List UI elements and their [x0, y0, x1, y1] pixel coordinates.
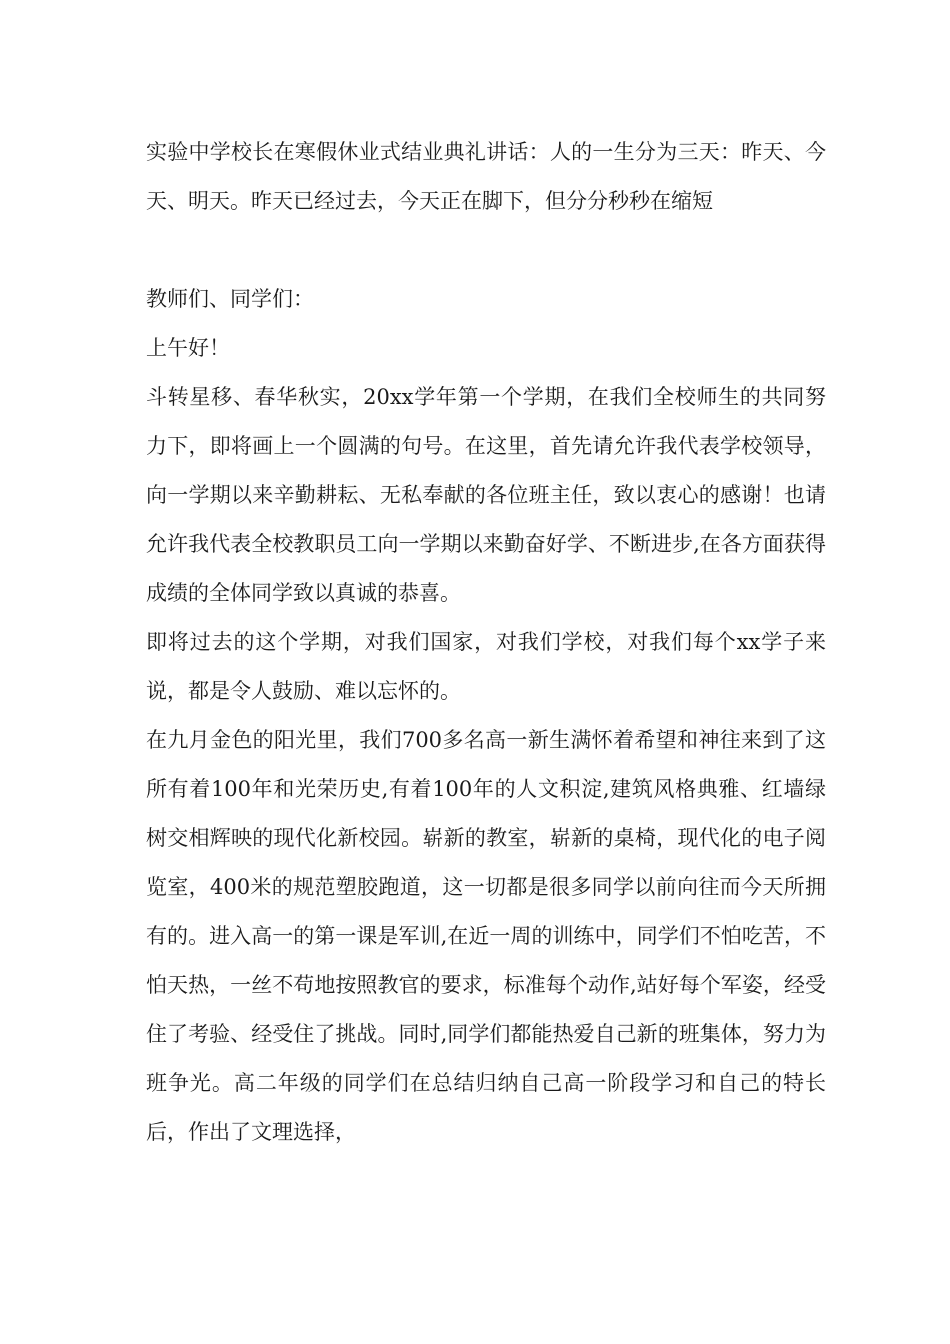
body-paragraph: 斗转星移、春华秋实，20xx学年第一个学期，在我们全校师生的共同努力下，即将画上一个圆满的句号。在这里，首先请允许我代表学校领导，向一学期以来辛勤耕耘、无私奉献的各位班主任，致以衷心的感谢！也请允许我代表全校教职员工向一学期以来勤奋好学、不断进步,在各方面获得成绩的全体同学致以真诚的恭喜。	[146, 385, 826, 605]
body-paragraph: 在九月金色的阳光里，我们700多名高一新生满怀着希望和神往来到了这所有着100年和光荣历史,有着100年的人文积淀,建筑风格典雅、红墙绿树交相辉映的现代化新校园。崭新的教室，崭新的桌椅，现代化的电子阅览室，400米的规范塑胶跑道，这一切都是很多同学以前向往而今天所拥有的。进入高一的第一课是军训,在近一周的训练中，同学们不怕吃苦，不怕天热，一丝不苟地按照教官的要求，标准每个动作,站好每个军姿，经受住了考验、经受住了挑战。同时,同学们都能热爱自己新的班集体，努力为班争光。高二年级的同学们在总结归纳自己高一阶段学习和自己的特长后，作出了文理选择，	[146, 728, 826, 1144]
body-paragraph: 即将过去的这个学期，对我们国家，对我们学校，对我们每个xx学子来说，都是令人鼓励、难以忘怀的。	[146, 630, 826, 703]
document-body	[146, 128, 826, 1157]
summary-paragraph: 实验中学校长在寒假休业式结业典礼讲话：人的一生分为三天：昨天、今天、明天。昨天已经过去，今天正在脚下，但分分秒秒在缩短	[146, 140, 826, 213]
greeting: 上午好！	[146, 336, 230, 360]
salutation: 教师们、同学们：	[146, 287, 314, 311]
